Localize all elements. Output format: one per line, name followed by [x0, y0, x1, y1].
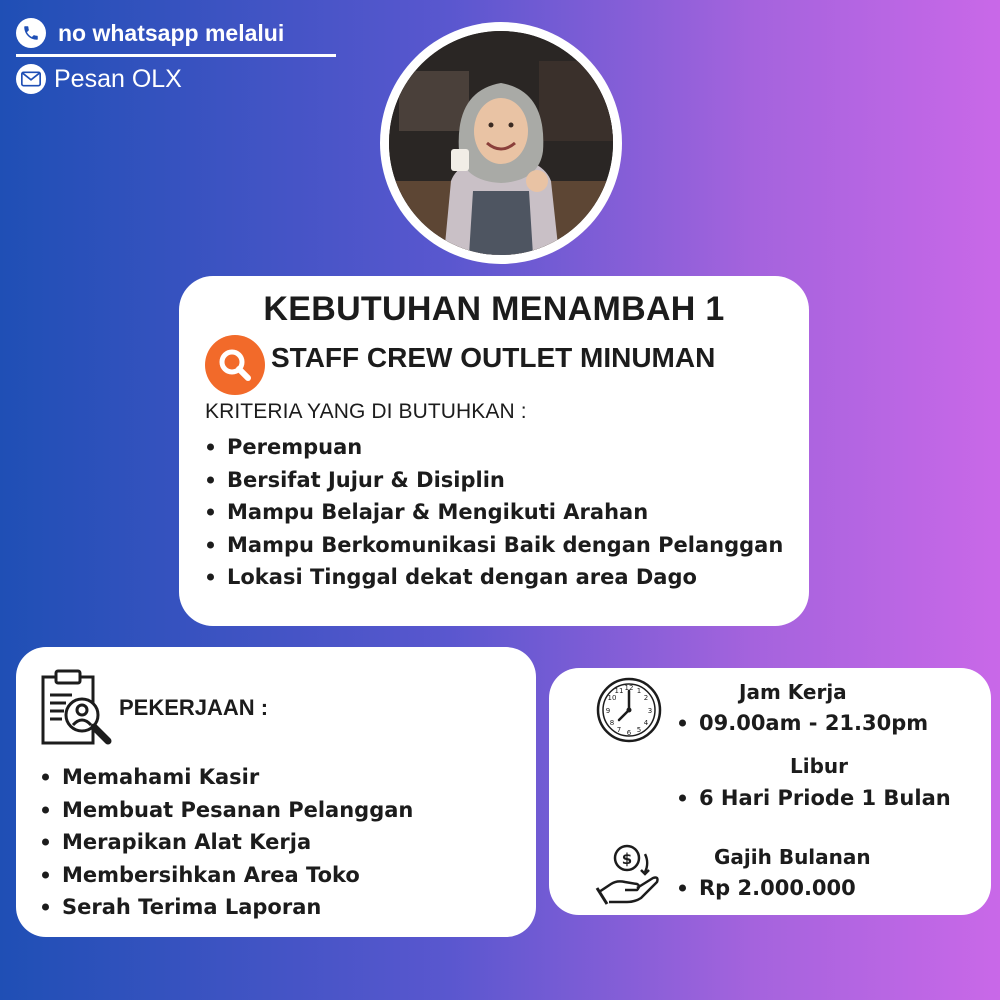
svg-text:7: 7	[616, 726, 622, 734]
job-heading: PEKERJAAN :	[119, 695, 269, 720]
svg-text:8: 8	[609, 719, 615, 727]
hours-value: 09.00am - 21.30pm	[677, 708, 928, 738]
list-item: Membersihkan Area Toko	[40, 859, 413, 892]
staff-photo-frame	[380, 22, 622, 264]
phone-icon	[16, 18, 46, 48]
whatsapp-label: no whatsapp melalui	[58, 19, 285, 46]
salary-list	[677, 873, 856, 903]
list-item: Lokasi Tinggal dekat dengan area Dago	[205, 561, 783, 594]
money-hand-icon	[595, 844, 663, 910]
olx-contact[interactable]	[16, 64, 182, 94]
contact-divider	[16, 54, 336, 57]
list-item: Bersifat Jujur & Disiplin	[205, 464, 783, 497]
list-item: Mampu Berkomunikasi Baik dengan Pelanggan	[205, 529, 783, 562]
criteria-list	[205, 431, 783, 594]
position-title: STAFF CREW OUTLET MINUMAN	[271, 342, 716, 373]
svg-text:9: 9	[605, 707, 611, 715]
whatsapp-contact[interactable]	[16, 18, 284, 48]
requirements-card	[179, 276, 809, 626]
svg-text:4: 4	[643, 719, 649, 727]
off-list	[677, 783, 951, 813]
list-item: Perempuan	[205, 431, 783, 464]
clock-icon	[595, 676, 663, 748]
off-value: 6 Hari Priode 1 Bulan	[677, 783, 951, 813]
svg-text:11: 11	[614, 687, 624, 695]
salary-value: Rp 2.000.000	[677, 873, 856, 903]
hours-label: Jam Kerja	[739, 680, 847, 704]
schedule-salary-card	[549, 668, 991, 915]
svg-text:10: 10	[607, 694, 617, 702]
criteria-heading: KRITERIA YANG DI BUTUHKAN :	[205, 400, 527, 423]
staff-photo	[389, 31, 613, 255]
svg-text:1: 1	[636, 687, 642, 695]
svg-text:3: 3	[647, 707, 653, 715]
salary-label: Gajih Bulanan	[714, 845, 871, 869]
svg-text:12: 12	[624, 684, 634, 692]
svg-text:$: $	[621, 850, 633, 868]
list-item: Memahami Kasir	[40, 761, 413, 794]
list-item: Membuat Pesanan Pelanggan	[40, 794, 413, 827]
off-label: Libur	[790, 754, 849, 778]
page-title: KEBUTUHAN MENAMBAH 1	[263, 290, 725, 328]
search-icon	[205, 335, 265, 395]
olx-label: Pesan OLX	[54, 64, 182, 93]
job-card	[16, 647, 536, 937]
svg-text:2: 2	[643, 694, 649, 702]
clipboard-search-icon	[40, 669, 122, 751]
job-task-list	[40, 761, 413, 924]
svg-text:5: 5	[636, 726, 642, 734]
hours-list	[677, 708, 928, 738]
envelope-icon	[16, 64, 46, 94]
svg-text:6: 6	[626, 729, 632, 737]
list-item: Serah Terima Laporan	[40, 891, 413, 924]
list-item: Merapikan Alat Kerja	[40, 826, 413, 859]
list-item: Mampu Belajar & Mengikuti Arahan	[205, 496, 783, 529]
